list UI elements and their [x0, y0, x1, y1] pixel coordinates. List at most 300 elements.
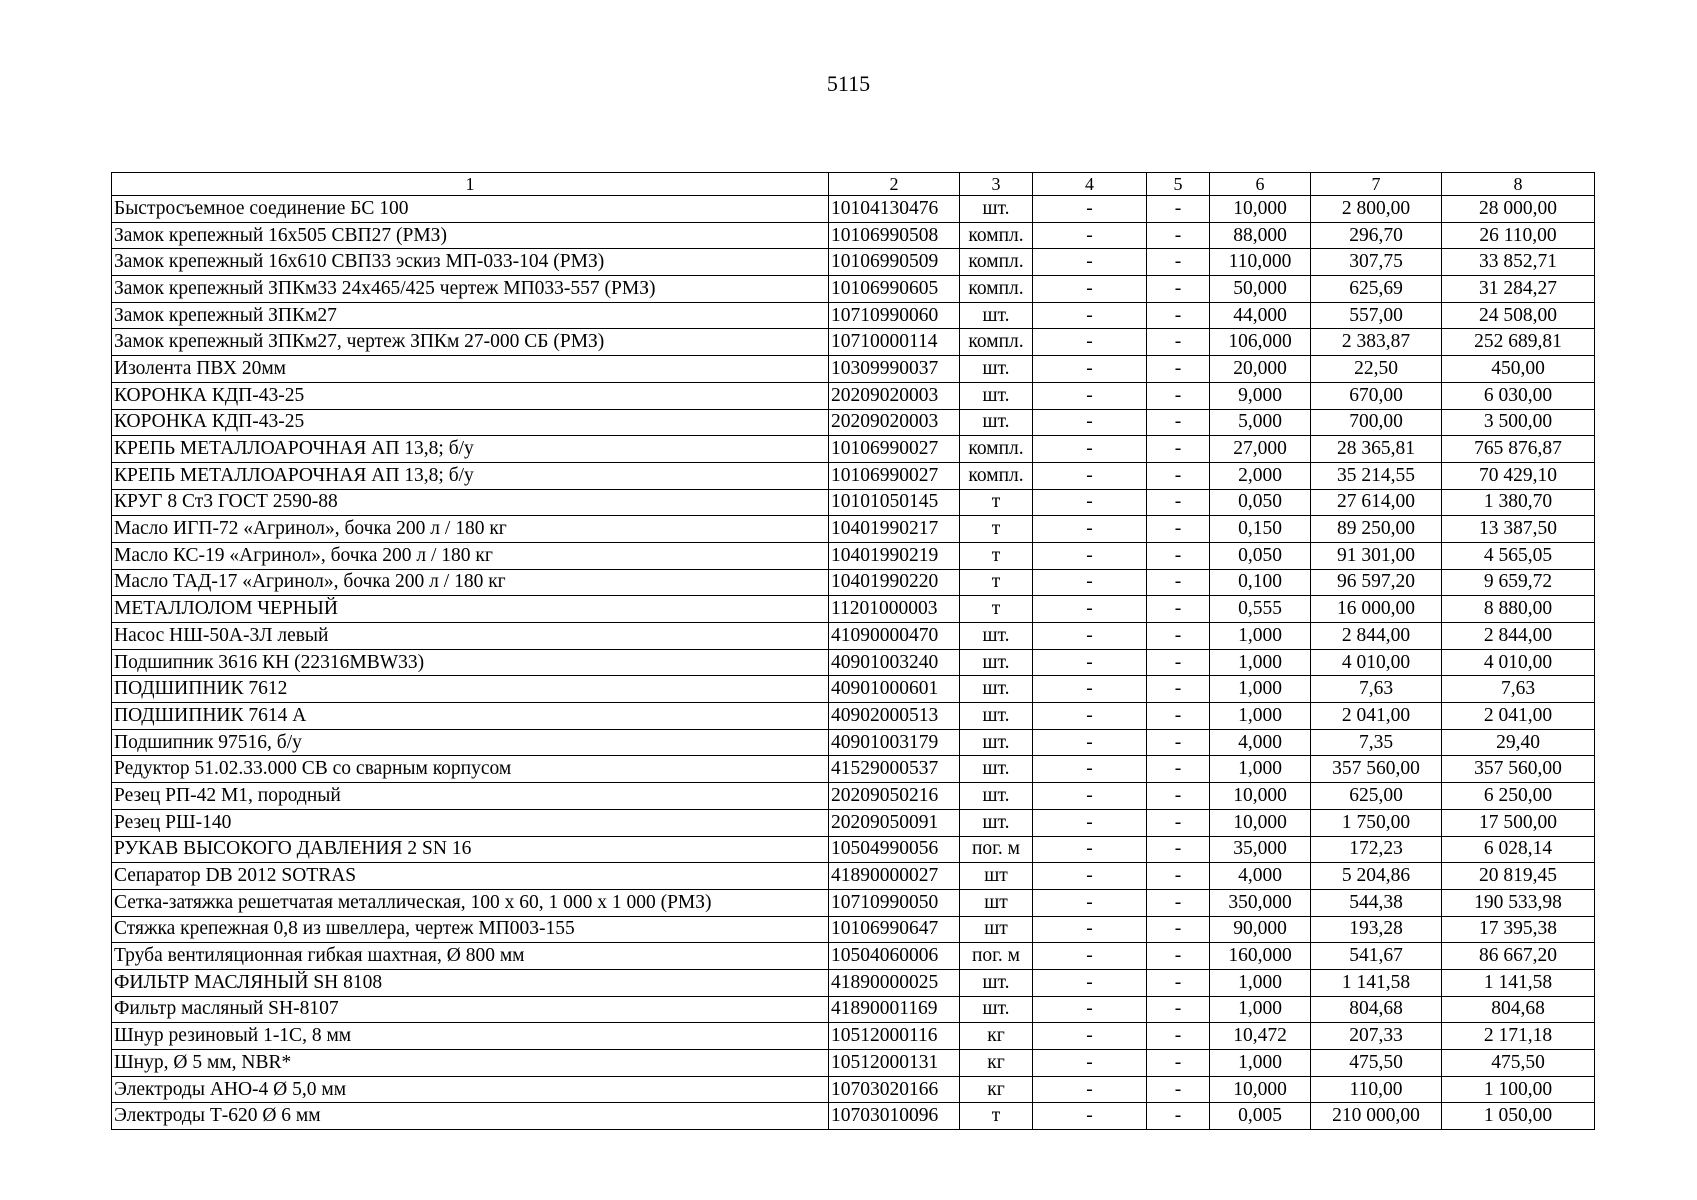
unit-cell: шт. [960, 783, 1033, 810]
table-row [112, 542, 1595, 569]
item-code-cell: 41890000027 [829, 863, 960, 890]
item-code-cell: 10106990605 [829, 276, 960, 303]
sum-cell: 7,63 [1442, 676, 1595, 703]
sum-cell: 1 050,00 [1442, 1103, 1595, 1130]
table-body [112, 196, 1595, 1130]
item-name-cell: РУКАВ ВЫСОКОГО ДАВЛЕНИЯ 2 SN 16 [112, 836, 829, 863]
column-5-cell: - [1147, 1076, 1210, 1103]
column-5-cell: - [1147, 382, 1210, 409]
price-cell: 557,00 [1311, 302, 1442, 329]
quantity-cell: 0,150 [1210, 516, 1311, 543]
unit-cell: шт. [960, 409, 1033, 436]
item-code-cell: 10106990027 [829, 462, 960, 489]
unit-cell: т [960, 596, 1033, 623]
table-row [112, 863, 1595, 890]
item-name-cell: Электроды Т-620 Ø 6 мм [112, 1103, 829, 1130]
sum-cell: 70 429,10 [1442, 462, 1595, 489]
item-name-cell: Редуктор 51.02.33.000 СВ со сварным корпусом [112, 756, 829, 783]
table-row [112, 382, 1595, 409]
price-cell: 7,35 [1311, 729, 1442, 756]
column-5-cell: - [1147, 222, 1210, 249]
item-name-cell: Изолента ПВХ 20мм [112, 356, 829, 383]
column-4-cell: - [1033, 596, 1147, 623]
quantity-cell: 1,000 [1210, 649, 1311, 676]
item-name-cell: Шнур резиновый 1-1С, 8 мм [112, 1023, 829, 1050]
unit-cell: шт [960, 916, 1033, 943]
table-row [112, 596, 1595, 623]
sum-cell: 4 010,00 [1442, 649, 1595, 676]
table-row [112, 969, 1595, 996]
price-cell: 2 041,00 [1311, 703, 1442, 730]
sum-cell: 357 560,00 [1442, 756, 1595, 783]
item-code-cell: 41890001169 [829, 996, 960, 1023]
quantity-cell: 0,050 [1210, 542, 1311, 569]
item-code-cell: 20209020003 [829, 382, 960, 409]
quantity-cell: 10,472 [1210, 1023, 1311, 1050]
column-4-cell: - [1033, 356, 1147, 383]
column-4-cell: - [1033, 276, 1147, 303]
table-row [112, 649, 1595, 676]
quantity-cell: 10,000 [1210, 1076, 1311, 1103]
column-4-cell: - [1033, 649, 1147, 676]
quantity-cell: 1,000 [1210, 676, 1311, 703]
sum-cell: 28 000,00 [1442, 196, 1595, 223]
item-code-cell: 10101050145 [829, 489, 960, 516]
column-5-cell: - [1147, 623, 1210, 650]
column-5-cell: - [1147, 302, 1210, 329]
sum-cell: 29,40 [1442, 729, 1595, 756]
table-row [112, 516, 1595, 543]
table-row [112, 676, 1595, 703]
price-cell: 700,00 [1311, 409, 1442, 436]
quantity-cell: 10,000 [1210, 809, 1311, 836]
quantity-cell: 35,000 [1210, 836, 1311, 863]
inventory-table [111, 172, 1595, 1130]
sum-cell: 4 565,05 [1442, 542, 1595, 569]
unit-cell: т [960, 489, 1033, 516]
sum-cell: 24 508,00 [1442, 302, 1595, 329]
unit-cell: шт [960, 863, 1033, 890]
sum-cell: 1 141,58 [1442, 969, 1595, 996]
quantity-cell: 44,000 [1210, 302, 1311, 329]
table-row [112, 943, 1595, 970]
unit-cell: компл. [960, 329, 1033, 356]
sum-cell: 252 689,81 [1442, 329, 1595, 356]
table-row [112, 756, 1595, 783]
column-5-cell: - [1147, 249, 1210, 276]
column-5-cell: - [1147, 996, 1210, 1023]
unit-cell: шт. [960, 809, 1033, 836]
price-cell: 475,50 [1311, 1050, 1442, 1077]
sum-cell: 31 284,27 [1442, 276, 1595, 303]
table-row [112, 916, 1595, 943]
item-code-cell: 41090000470 [829, 623, 960, 650]
column-5-cell: - [1147, 676, 1210, 703]
quantity-cell: 20,000 [1210, 356, 1311, 383]
sum-cell: 13 387,50 [1442, 516, 1595, 543]
item-name-cell: МЕТАЛЛОЛОМ ЧЕРНЫЙ [112, 596, 829, 623]
table-row [112, 569, 1595, 596]
table-row [112, 996, 1595, 1023]
item-code-cell: 10401990220 [829, 569, 960, 596]
unit-cell: пог. м [960, 943, 1033, 970]
item-code-cell: 10106990027 [829, 436, 960, 463]
quantity-cell: 50,000 [1210, 276, 1311, 303]
item-name-cell: КОРОНКА КДП-43-25 [112, 382, 829, 409]
item-code-cell: 10106990647 [829, 916, 960, 943]
column-5-cell: - [1147, 329, 1210, 356]
item-code-cell: 20209020003 [829, 409, 960, 436]
unit-cell: шт. [960, 623, 1033, 650]
column-4-cell: - [1033, 436, 1147, 463]
header-row [112, 173, 1595, 196]
column-4-cell: - [1033, 1076, 1147, 1103]
item-name-cell: Замок крепежный 16х505 СВП27 (РМЗ) [112, 222, 829, 249]
quantity-cell: 0,050 [1210, 489, 1311, 516]
table-row [112, 436, 1595, 463]
unit-cell: кг [960, 1050, 1033, 1077]
item-code-cell: 40901003179 [829, 729, 960, 756]
price-cell: 2 383,87 [1311, 329, 1442, 356]
item-code-cell: 10401990219 [829, 542, 960, 569]
unit-cell: кг [960, 1076, 1033, 1103]
item-name-cell: Сепаратор DB 2012 SOTRAS [112, 863, 829, 890]
item-code-cell: 41529000537 [829, 756, 960, 783]
table-row [112, 462, 1595, 489]
item-code-cell: 40902000513 [829, 703, 960, 730]
column-5-cell: - [1147, 1103, 1210, 1130]
quantity-cell: 0,100 [1210, 569, 1311, 596]
item-name-cell: Фильтр масляный SH-8107 [112, 996, 829, 1023]
column-5-cell: - [1147, 703, 1210, 730]
column-5-cell: - [1147, 969, 1210, 996]
item-name-cell: Резец РШ-140 [112, 809, 829, 836]
unit-cell: кг [960, 1023, 1033, 1050]
item-code-cell: 10504060006 [829, 943, 960, 970]
column-4-cell: - [1033, 943, 1147, 970]
quantity-cell: 4,000 [1210, 863, 1311, 890]
item-name-cell: ФИЛЬТР МАСЛЯНЫЙ SH 8108 [112, 969, 829, 996]
item-code-cell: 40901000601 [829, 676, 960, 703]
unit-cell: т [960, 516, 1033, 543]
quantity-cell: 350,000 [1210, 889, 1311, 916]
column-4-cell: - [1033, 809, 1147, 836]
column-5-cell: - [1147, 542, 1210, 569]
column-5-cell: - [1147, 943, 1210, 970]
table-row [112, 196, 1595, 223]
column-4-cell: - [1033, 249, 1147, 276]
unit-cell: компл. [960, 249, 1033, 276]
price-cell: 22,50 [1311, 356, 1442, 383]
table-row [112, 1050, 1595, 1077]
item-code-cell: 10309990037 [829, 356, 960, 383]
quantity-cell: 1,000 [1210, 1050, 1311, 1077]
item-name-cell: Масло ТАД-17 «Агринол», бочка 200 л / 180 кг [112, 569, 829, 596]
price-cell: 625,00 [1311, 783, 1442, 810]
column-4-cell: - [1033, 569, 1147, 596]
column-4-cell: - [1033, 916, 1147, 943]
item-name-cell: Сетка-затяжка решетчатая металлическая, 100 х 60, 1 000 х 1 000 (РМЗ) [112, 889, 829, 916]
page-number: 5115 [826, 71, 871, 96]
item-name-cell: КРУГ 8 Ст3 ГОСТ 2590-88 [112, 489, 829, 516]
unit-cell: компл. [960, 436, 1033, 463]
sum-cell: 6 030,00 [1442, 382, 1595, 409]
column-4-cell: - [1033, 996, 1147, 1023]
table-row [112, 302, 1595, 329]
price-cell: 804,68 [1311, 996, 1442, 1023]
column-header: 4 [1033, 173, 1147, 196]
sum-cell: 2 171,18 [1442, 1023, 1595, 1050]
item-name-cell: Быстросъемное соединение БС 100 [112, 196, 829, 223]
column-5-cell: - [1147, 836, 1210, 863]
item-code-cell: 10703010096 [829, 1103, 960, 1130]
price-cell: 35 214,55 [1311, 462, 1442, 489]
price-cell: 7,63 [1311, 676, 1442, 703]
column-4-cell: - [1033, 863, 1147, 890]
table-row [112, 1023, 1595, 1050]
column-4-cell: - [1033, 302, 1147, 329]
sum-cell: 20 819,45 [1442, 863, 1595, 890]
table-row [112, 249, 1595, 276]
item-name-cell: КОРОНКА КДП-43-25 [112, 409, 829, 436]
column-4-cell: - [1033, 516, 1147, 543]
table-row [112, 1076, 1595, 1103]
sum-cell: 17 395,38 [1442, 916, 1595, 943]
item-code-cell: 10106990508 [829, 222, 960, 249]
price-cell: 27 614,00 [1311, 489, 1442, 516]
item-code-cell: 10401990217 [829, 516, 960, 543]
quantity-cell: 10,000 [1210, 783, 1311, 810]
item-code-cell: 10710990050 [829, 889, 960, 916]
column-5-cell: - [1147, 489, 1210, 516]
price-cell: 357 560,00 [1311, 756, 1442, 783]
column-4-cell: - [1033, 889, 1147, 916]
table-row [112, 889, 1595, 916]
table-row [112, 356, 1595, 383]
column-4-cell: - [1033, 836, 1147, 863]
price-cell: 210 000,00 [1311, 1103, 1442, 1130]
price-cell: 296,70 [1311, 222, 1442, 249]
table-row [112, 729, 1595, 756]
sum-cell: 6 028,14 [1442, 836, 1595, 863]
item-name-cell: Подшипник 97516, б/у [112, 729, 829, 756]
price-cell: 16 000,00 [1311, 596, 1442, 623]
item-code-cell: 10504990056 [829, 836, 960, 863]
unit-cell: компл. [960, 276, 1033, 303]
price-cell: 91 301,00 [1311, 542, 1442, 569]
unit-cell: компл. [960, 222, 1033, 249]
item-code-cell: 40901003240 [829, 649, 960, 676]
item-code-cell: 10710990060 [829, 302, 960, 329]
column-4-cell: - [1033, 409, 1147, 436]
item-name-cell: Электроды АНО-4 Ø 5,0 мм [112, 1076, 829, 1103]
quantity-cell: 27,000 [1210, 436, 1311, 463]
unit-cell: шт. [960, 196, 1033, 223]
price-cell: 96 597,20 [1311, 569, 1442, 596]
table-row [112, 809, 1595, 836]
unit-cell: шт. [960, 302, 1033, 329]
column-5-cell: - [1147, 729, 1210, 756]
sum-cell: 3 500,00 [1442, 409, 1595, 436]
price-cell: 625,69 [1311, 276, 1442, 303]
item-code-cell: 20209050091 [829, 809, 960, 836]
quantity-cell: 5,000 [1210, 409, 1311, 436]
table-row [112, 409, 1595, 436]
price-cell: 2 800,00 [1311, 196, 1442, 223]
sum-cell: 6 250,00 [1442, 783, 1595, 810]
price-cell: 1 141,58 [1311, 969, 1442, 996]
unit-cell: шт. [960, 756, 1033, 783]
column-5-cell: - [1147, 569, 1210, 596]
column-5-cell: - [1147, 783, 1210, 810]
column-4-cell: - [1033, 729, 1147, 756]
quantity-cell: 1,000 [1210, 623, 1311, 650]
column-4-cell: - [1033, 1103, 1147, 1130]
item-code-cell: 41890000025 [829, 969, 960, 996]
item-name-cell: ПОДШИПНИК 7612 [112, 676, 829, 703]
price-cell: 193,28 [1311, 916, 1442, 943]
price-cell: 89 250,00 [1311, 516, 1442, 543]
item-name-cell: Насос НШ-50А-3Л левый [112, 623, 829, 650]
unit-cell: шт. [960, 356, 1033, 383]
table-row [112, 329, 1595, 356]
column-5-cell: - [1147, 409, 1210, 436]
unit-cell: шт. [960, 729, 1033, 756]
price-cell: 110,00 [1311, 1076, 1442, 1103]
quantity-cell: 1,000 [1210, 996, 1311, 1023]
price-cell: 207,33 [1311, 1023, 1442, 1050]
sum-cell: 8 880,00 [1442, 596, 1595, 623]
quantity-cell: 10,000 [1210, 196, 1311, 223]
table-row [112, 783, 1595, 810]
item-name-cell: Стяжка крепежная 0,8 из швеллера, чертеж МП003-155 [112, 916, 829, 943]
column-header: 1 [112, 173, 829, 196]
table-row [112, 276, 1595, 303]
table-row [112, 623, 1595, 650]
price-cell: 2 844,00 [1311, 623, 1442, 650]
item-name-cell: ПОДШИПНИК 7614 А [112, 703, 829, 730]
column-4-cell: - [1033, 489, 1147, 516]
sum-cell: 765 876,87 [1442, 436, 1595, 463]
item-code-cell: 10106990509 [829, 249, 960, 276]
sum-cell: 804,68 [1442, 996, 1595, 1023]
column-4-cell: - [1033, 969, 1147, 996]
item-name-cell: Подшипник 3616 КН (22316MBW33) [112, 649, 829, 676]
unit-cell: шт. [960, 703, 1033, 730]
column-5-cell: - [1147, 516, 1210, 543]
quantity-cell: 88,000 [1210, 222, 1311, 249]
column-header: 7 [1311, 173, 1442, 196]
column-5-cell: - [1147, 196, 1210, 223]
unit-cell: т [960, 542, 1033, 569]
column-5-cell: - [1147, 276, 1210, 303]
column-4-cell: - [1033, 222, 1147, 249]
quantity-cell: 90,000 [1210, 916, 1311, 943]
item-name-cell: КРЕПЬ МЕТАЛЛОАРОЧНАЯ АП 13,8; б/у [112, 436, 829, 463]
quantity-cell: 0,005 [1210, 1103, 1311, 1130]
sum-cell: 33 852,71 [1442, 249, 1595, 276]
column-4-cell: - [1033, 623, 1147, 650]
unit-cell: шт [960, 889, 1033, 916]
column-header: 8 [1442, 173, 1595, 196]
column-5-cell: - [1147, 863, 1210, 890]
price-cell: 307,75 [1311, 249, 1442, 276]
item-name-cell: Шнур, Ø 5 мм, NBR* [112, 1050, 829, 1077]
item-name-cell: Масло КС-19 «Агринол», бочка 200 л / 180 кг [112, 542, 829, 569]
sum-cell: 190 533,98 [1442, 889, 1595, 916]
column-4-cell: - [1033, 196, 1147, 223]
sum-cell: 450,00 [1442, 356, 1595, 383]
sum-cell: 86 667,20 [1442, 943, 1595, 970]
quantity-cell: 1,000 [1210, 756, 1311, 783]
column-5-cell: - [1147, 916, 1210, 943]
quantity-cell: 110,000 [1210, 249, 1311, 276]
column-4-cell: - [1033, 542, 1147, 569]
price-cell: 1 750,00 [1311, 809, 1442, 836]
price-cell: 541,67 [1311, 943, 1442, 970]
column-5-cell: - [1147, 889, 1210, 916]
column-5-cell: - [1147, 649, 1210, 676]
sum-cell: 475,50 [1442, 1050, 1595, 1077]
column-4-cell: - [1033, 462, 1147, 489]
quantity-cell: 2,000 [1210, 462, 1311, 489]
item-code-cell: 20209050216 [829, 783, 960, 810]
column-5-cell: - [1147, 1050, 1210, 1077]
sum-cell: 17 500,00 [1442, 809, 1595, 836]
quantity-cell: 1,000 [1210, 969, 1311, 996]
unit-cell: шт. [960, 382, 1033, 409]
quantity-cell: 9,000 [1210, 382, 1311, 409]
item-name-cell: Труба вентиляционная гибкая шахтная, Ø 800 мм [112, 943, 829, 970]
unit-cell: т [960, 569, 1033, 596]
item-name-cell: Масло ИГП-72 «Агринол», бочка 200 л / 180 кг [112, 516, 829, 543]
price-cell: 4 010,00 [1311, 649, 1442, 676]
column-4-cell: - [1033, 1023, 1147, 1050]
column-5-cell: - [1147, 356, 1210, 383]
item-code-cell: 10104130476 [829, 196, 960, 223]
table-row [112, 836, 1595, 863]
quantity-cell: 4,000 [1210, 729, 1311, 756]
quantity-cell: 106,000 [1210, 329, 1311, 356]
sum-cell: 1 100,00 [1442, 1076, 1595, 1103]
column-4-cell: - [1033, 329, 1147, 356]
price-cell: 5 204,86 [1311, 863, 1442, 890]
quantity-cell: 0,555 [1210, 596, 1311, 623]
sum-cell: 2 844,00 [1442, 623, 1595, 650]
item-code-cell: 10710000114 [829, 329, 960, 356]
item-name-cell: Замок крепежный ЗПКм27 [112, 302, 829, 329]
column-4-cell: - [1033, 676, 1147, 703]
quantity-cell: 160,000 [1210, 943, 1311, 970]
column-4-cell: - [1033, 1050, 1147, 1077]
column-header: 6 [1210, 173, 1311, 196]
unit-cell: т [960, 1103, 1033, 1130]
table-row [112, 1103, 1595, 1130]
column-5-cell: - [1147, 462, 1210, 489]
unit-cell: шт. [960, 969, 1033, 996]
item-name-cell: Замок крепежный ЗПКм33 24х465/425 чертеж МП033-557 (РМЗ) [112, 276, 829, 303]
column-header: 3 [960, 173, 1033, 196]
column-5-cell: - [1147, 436, 1210, 463]
column-5-cell: - [1147, 596, 1210, 623]
column-4-cell: - [1033, 382, 1147, 409]
sum-cell: 1 380,70 [1442, 489, 1595, 516]
item-code-cell: 10512000131 [829, 1050, 960, 1077]
table-row [112, 222, 1595, 249]
unit-cell: пог. м [960, 836, 1033, 863]
item-code-cell: 11201000003 [829, 596, 960, 623]
column-5-cell: - [1147, 756, 1210, 783]
